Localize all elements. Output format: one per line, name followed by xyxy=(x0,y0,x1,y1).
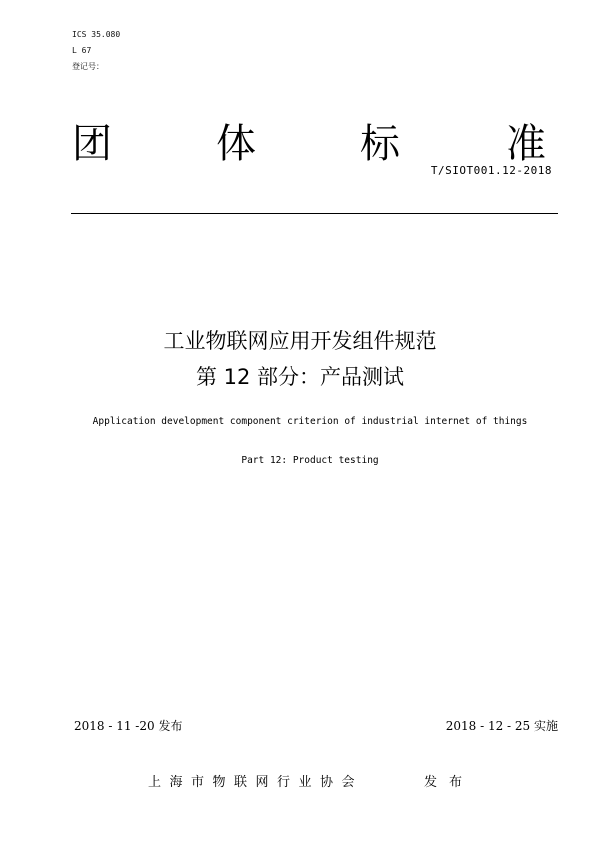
implementation-date: 2018 - 12 - 25 实施 xyxy=(445,719,558,733)
title-cn-line-2: 第 12 部分：产品测试 xyxy=(195,365,405,389)
title-en-line-1: Application development component criterion of industrial internet of things xyxy=(92,416,528,427)
standard-type-char-2: 体 xyxy=(216,121,256,167)
publisher-name: 上海市物联网行业协会 xyxy=(148,775,364,790)
title-cn-line-1: 工业物联网应用开发组件规范 xyxy=(163,329,437,353)
ics-code: ICS 35.080 xyxy=(72,30,121,39)
classification-code: L 67 xyxy=(72,46,92,55)
title-en-line-2: Part 12: Product testing xyxy=(241,455,379,466)
standard-type-char-3: 标 xyxy=(360,121,400,167)
standard-type-char-4: 准 xyxy=(506,121,546,167)
release-date: 2018 - 11 -20 发布 xyxy=(74,719,183,733)
standard-number: T/SIOT001.12-2018 xyxy=(430,164,552,177)
publish-label: 发布 xyxy=(424,775,475,790)
standard-type-char-1: 团 xyxy=(72,121,112,167)
registration-label: 登记号： xyxy=(72,62,104,71)
header-divider xyxy=(71,213,558,214)
